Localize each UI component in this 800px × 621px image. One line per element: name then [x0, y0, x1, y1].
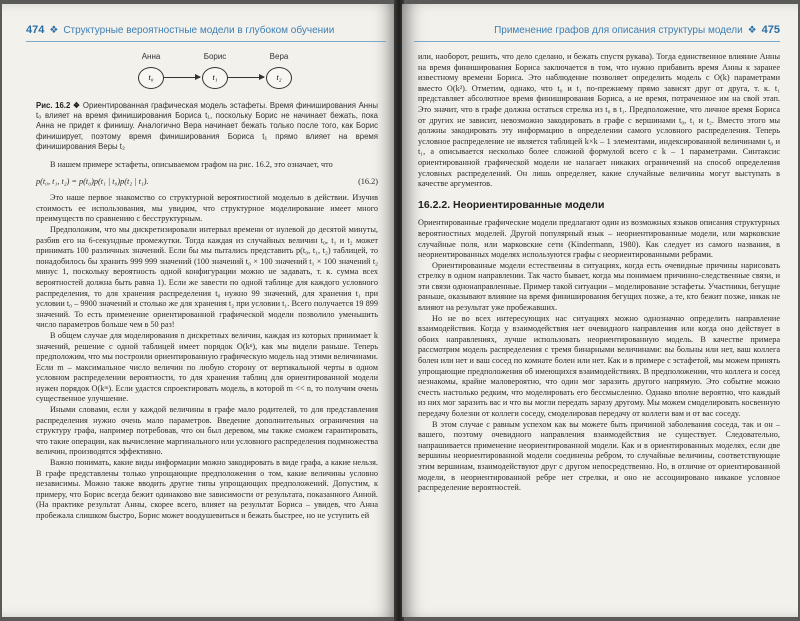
- graph-node-t0: t₀: [138, 67, 164, 89]
- equation-16-2: [36, 177, 378, 188]
- right-page: [402, 4, 798, 617]
- figure-caption: [36, 101, 378, 152]
- graph-edge-t0-t1: [164, 77, 200, 78]
- left-page: [2, 4, 396, 617]
- figure-caption-text: Ориентированная графическая модель эстафеты. Время финиширования Анны t₀ влияет на время финиширования Бориса t₁, поскольку Борис не начинает бежать, пока Анна не придет к финишу. Аналогично Вера начинает бежать только после того, как Борис финиширует, поэтому время финиширования Бориса t₁ прямо влияет на время финиширования Веры t₂: [36, 101, 378, 151]
- diamond-icon: ❖: [747, 25, 757, 36]
- right-body: [418, 52, 780, 494]
- graph-edge-t1-t2: [228, 77, 264, 78]
- paragraph: Предположим, что мы дискретизировали интервал времени от нулевой до десятой минуты, разбив его на 6-секундные промежутки. Тогда каждая из случайных величин t₀, t₁ и t₂ может принимать 100 различных значений. Если бы мы пытались представить p(t₀, t₁, t₂) таблицей, то понадобилось бы хранить 999 999 значений (100 значений t₀ × 100 значений t₁ × 100 значений t₂ минус 1, поскольку вероятность одной конфигурации можно не задавать, т. к. сумма всех вероятностей должна быть равна 1). Если же завести по одной таблице для каждого условного распределения, то для хранения распределения t₀ нужно 99 значений, для хранения t₁ при условии t₀ – 9900 значений и столько же для хранения t₂ при условии t₁. Всего получается 19 899 значений. То есть применение ориентированной графической модели позволило уменьшить число параметров больше чем в 50 раз!: [36, 224, 378, 330]
- paragraph: В этом случае с равным успехом как вы можете быть причиной заболевания соседа, так и он – вашего, поэтому очевидного направления взаимодействия не существует. Следовательно, напрашивается применение неориентированной модели. Как и в ориентированных моделях, если две вершины неориентированной модели соединены ребром, то случайные величины, соответствующие этим вершинам, взаимодействуют друг с другом непосредственно. Но, в отличие от ориентированной модели, в неориентированной ребре нет стрелки, и оно не ассоциировано никакое условное распределение вероятностей.: [418, 419, 780, 493]
- relay-graph-figure: [120, 52, 310, 96]
- equation-number: (16.2): [358, 176, 378, 186]
- right-running-header: [414, 24, 780, 42]
- right-page-number: 475: [761, 24, 780, 36]
- paragraph: В общем случае для моделирования n дискретных величин, каждая из которых принимает k значений, решение с одной таблицей имеет порядок O(kⁿ), как мы видели раньше. Теперь предположим, что мы построили ориентированную графическую модель над этими величинами. Если m – максимальное число величин по любую сторону от вертикальной черты в одном условном распределении вероятности, то для хранения таблиц для ориентированной модели нужен порядок O(kᵐ). Если удастся спроектировать модель, в которой m << n, то получим очень существенное улучшение.: [36, 330, 378, 404]
- graph-node-t1: t₁: [202, 67, 228, 89]
- paragraph: Но не во всех интересующих нас ситуациях можно однозначно определить направление взаимодействия. Когда у взаимодействия нет очевидного направления или когда оно действует в обоих направлениях, лучше использовать неориентированную модель. В качестве примера рассмотрим модель распределения с тремя бинарными величинами: вы больны или нет, ваш коллега болен или нет и ваш сосед по комнате болен или нет. Как и в примере с эстафетой, мы можем принять упрощающие предположения об имеющихся взаимодействиях. В предположении, что коллега и сосед незнакомы, крайне маловероятно, что один мог заразить другого напрямую. Это событие можно счесть настолько редким, что моделировать его бессмысленно. Однако вполне вероятно, что каждый из них мог заразить вас и что вы могли передать заразу другому. Мы можем смоделировать косвенную передачу болезни от коллеги соседу, смоделировав передачу от коллеги вам и от вас соседу.: [418, 313, 780, 418]
- paragraph: или, наоборот, решить, что дело сделано, и бежать спустя рукава). Тогда единственное влияние Анны на время финиширования Бориса заключается в том, что нужно прибавить время Анны к заранее известному времени Бориса. Это наблюдение позволяет определить модель с O(k) параметрами вместо O(k²). Отметим, однако, что t₀ и t₁ по-прежнему прямо зависят друг от друга, т. к. t₁ представляет абсолютное время финиширования Бориса, а не время, потраченное им на свой этап. Это значит, что в графе должна остаться стрелка из t₀ в t₁. Предположение, что личное время Бориса от других не зависит, невозможно закодировать в графе с вершинами t₀, t₁ и t₂. Вместо этого мы должны закодировать эту информацию в определении самого условного распределения. Теперь условное распределение не является таблицей k×k – 1 элементами, индексированной величинами t₀ и t₁, а описывается несколько более сложной формулой всего с k – 1 параметрами. Синтаксис ориентированной графической модели не налагает никаких ограничений на способ определения условных распределений. Он лишь определяет, какие случайные величины могут выступать в качестве аргументов.: [418, 52, 780, 189]
- section-heading: 16.2.2. Неориентированные модели: [418, 198, 605, 211]
- left-running-title: Структурные вероятностные модели в глубоком обучении: [63, 25, 335, 36]
- node-label-boris: Борис: [203, 52, 227, 61]
- right-running-title: Применение графов для описания структуры модели: [494, 25, 743, 36]
- paragraph: Это наше первое знакомство со структурной вероятностной моделью в действии. Изучив стоимость ее использования, мы увидим, что структурное моделирование имеет много преимуществ по сравнению с бесструктурным.: [36, 193, 378, 224]
- paragraph: Ориентированные модели естественны в ситуациях, когда есть очевидные причины нарисовать стрелку в одном направлении. Так часто бывает, когда мы понимаем причинно-следственные связи, и эти связи однонаправленные. Пример такой ситуации – моделирование эстафеты. Участники, бегущие раньше, оказывают влияние на время финиширования бегущих позже, а те, кто бежит позже, никак не влияют на результат уже пробежавших.: [418, 260, 780, 313]
- equation-text: p(t₀, t₁, t₂) = p(t₀)p(t₁ | t₀)p(t₂ | t₁).: [36, 176, 149, 186]
- node-label-vera: Вера: [269, 52, 289, 61]
- paragraph: Иными словами, если у каждой величины в графе мало родителей, то для представления распределения нужно очень мало параметров. Введение дополнительных ограничения на структуру графа, например потребовав, что он был деревом, мы также сможем гарантировать, что такие операции, как вычисление маргинального или условного распределения подмножества величин, производятся эффективно.: [36, 405, 378, 457]
- left-body: [36, 101, 378, 522]
- left-running-header: [26, 24, 386, 42]
- paragraph: Важно понимать, какие виды информации можно закодировать в виде графа, а какие нельзя. В графе представлены только упрощающие предположения о том, какие величины условно независимы. Можно также вводить другие типы упрощающих предположений. Допустим, к примеру, что Борис всегда бежит одинаково вне зависимости от результата, показанного Анной. (На практике результат Анны, скорее всего, влияет на результат Бориса – увидев, что Анна пробежала слишком быстро, Борис может воодушевиться и бежать быстрее, но не уступить ей: [36, 458, 378, 521]
- paragraph: Ориентированные графические модели предлагают один из возможных языков описания структурных вероятностных моделей. Другой популярный язык – неориентированные модели, или марковские случайные поля, или марковские сети (Kindermann, 1980). Как следует из самого названия, в неориентированных моделях используются графы с неориентированными ребрами.: [418, 218, 780, 260]
- paragraph: В нашем примере эстафеты, описываемом графом на рис. 16.2, это означает, что: [50, 160, 333, 170]
- figure-caption-label: Рис. 16.2 ❖: [36, 101, 81, 110]
- diamond-icon: ❖: [49, 25, 59, 36]
- node-label-anna: Анна: [141, 52, 161, 61]
- graph-node-t2: t₂: [266, 67, 292, 89]
- left-page-number: 474: [26, 24, 45, 36]
